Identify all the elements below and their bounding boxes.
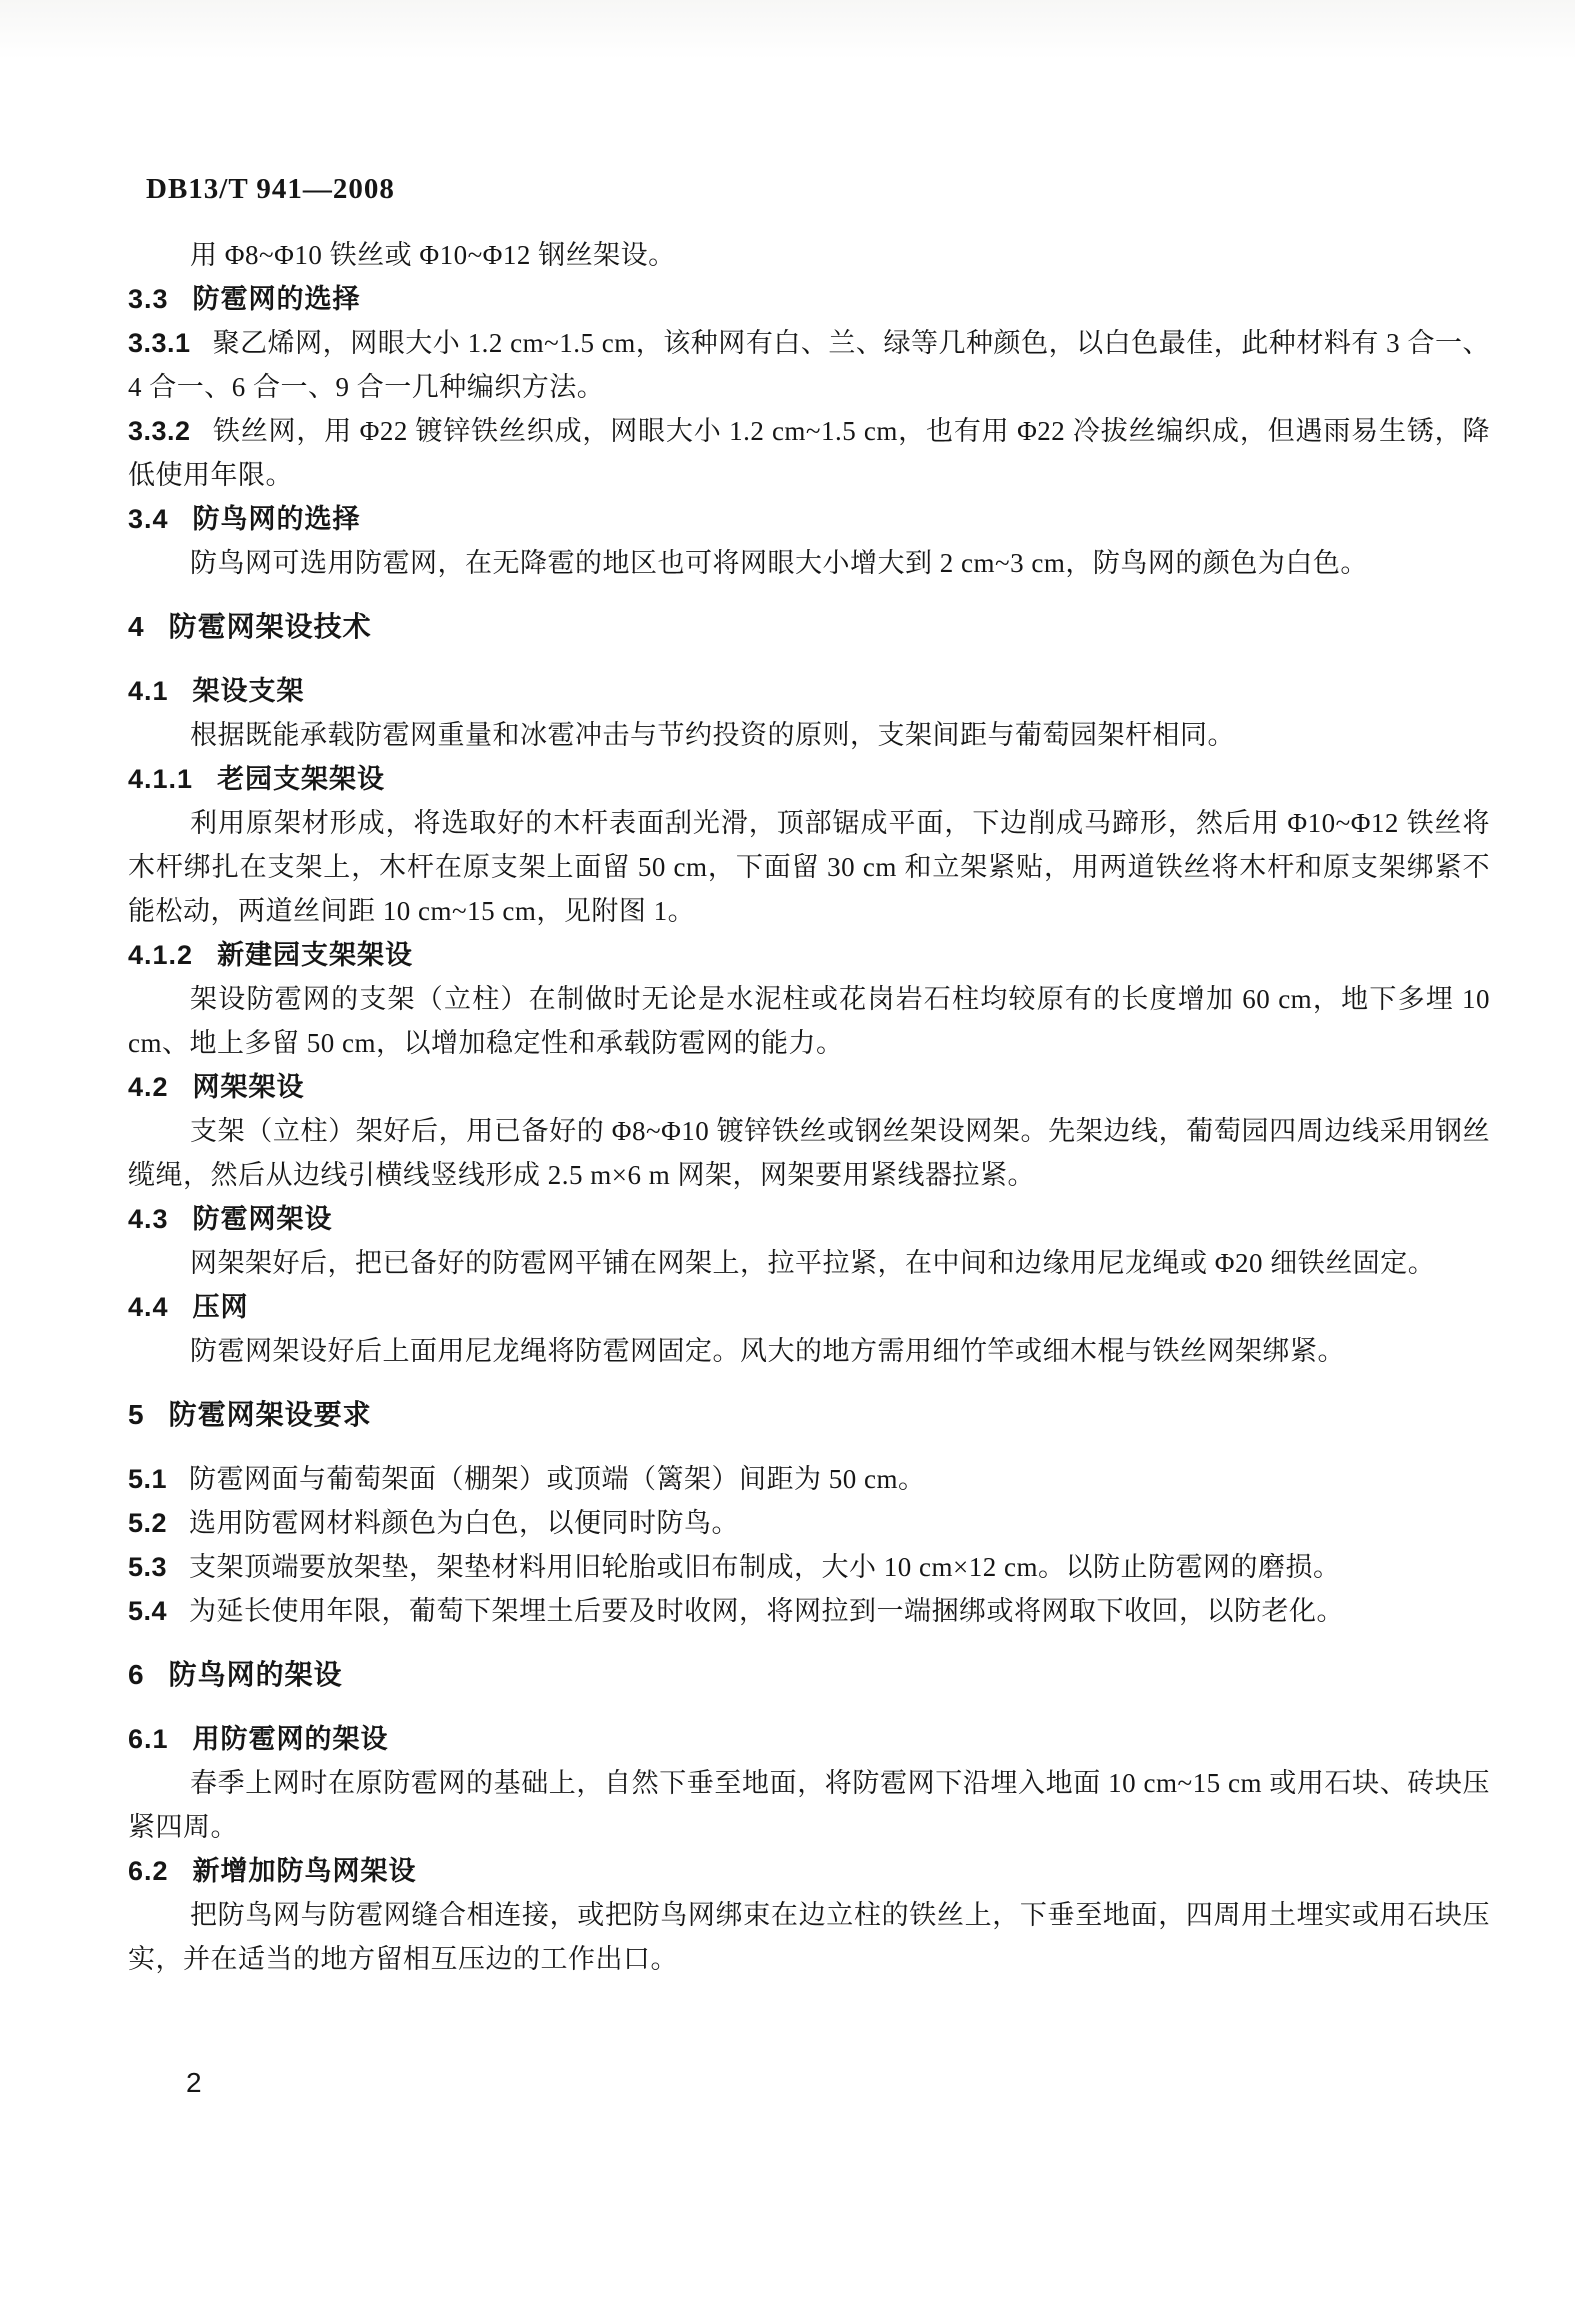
clause-number: 5: [128, 1399, 145, 1430]
paragraph-text: 防雹网架设好后上面用尼龙绳将防雹网固定。风大的地方需用细竹竿或细木棍与铁丝网架绑紧。: [190, 1336, 1345, 1366]
clause-number: 4.4: [128, 1292, 169, 1322]
paragraph: [128, 1109, 1490, 1197]
heading-text: 防雹网架设技术: [168, 611, 372, 642]
clause-number: 4.1: [128, 676, 169, 706]
paragraph-text: 支架顶端要放架垫，架垫材料用旧轮胎或旧布制成，大小 10 cm×12 cm。以防止防雹网的磨损。: [189, 1552, 1341, 1582]
heading-text: 防鸟网的选择: [192, 504, 361, 534]
paragraph-text: 架设防雹网的支架（立柱）在制做时无论是水泥柱或花岗岩石柱均较原有的长度增加 60 cm，地下多埋 10 cm、地上多留 50 cm，以增加稳定性和承载防雹网的能力。: [128, 984, 1490, 1058]
paragraph: [128, 1893, 1490, 1981]
subsection-heading-4.1: [128, 669, 1490, 713]
clause-5.1: [128, 1457, 1490, 1501]
subsection-heading-4.4: [128, 1285, 1490, 1329]
paragraph: [128, 1241, 1490, 1285]
subsection-heading-6.2: [128, 1849, 1490, 1893]
clause-number: 6.1: [128, 1724, 169, 1754]
paragraph: [128, 1329, 1490, 1373]
clause-number: 4.2: [128, 1072, 169, 1102]
clause-number: 5.1: [128, 1464, 168, 1494]
subsection-heading-4.1.1: [128, 757, 1490, 801]
clause-number: 3.4: [128, 504, 169, 534]
clause-3.3.2: [128, 409, 1490, 497]
clause-5.3: [128, 1545, 1490, 1589]
subsection-heading-3.3: [128, 277, 1490, 321]
section-heading-4: [128, 605, 1490, 649]
document-body: [128, 233, 1490, 1981]
heading-text: 新建园支架架设: [217, 940, 414, 970]
page-number: 2: [186, 2067, 202, 2098]
paragraph: [128, 713, 1490, 757]
clause-number: 5.3: [128, 1552, 168, 1582]
clause-number: 4: [128, 611, 145, 642]
subsection-heading-3.4: [128, 497, 1490, 541]
clause-5.2: [128, 1501, 1490, 1545]
heading-text: 压网: [192, 1292, 249, 1322]
paragraph-text: 聚乙烯网，网眼大小 1.2 cm~1.5 cm，该种网有白、兰、绿等几种颜色，以白色最佳，此种材料有 3 合一、4 合一、6 合一、9 合一几种编织方法。: [128, 328, 1490, 402]
subsection-heading-4.2: [128, 1065, 1490, 1109]
subsection-heading-4.3: [128, 1197, 1490, 1241]
paragraph: [128, 977, 1490, 1065]
paragraph: [128, 801, 1490, 933]
paragraph-text: 把防鸟网与防雹网缝合相连接，或把防鸟网绑束在边立柱的铁丝上，下垂至地面，四周用土埋实或用石块压实，并在适当的地方留相互压边的工作出口。: [128, 1900, 1490, 1974]
paragraph-text: 支架（立柱）架好后，用已备好的 Φ8~Φ10 镀锌铁丝或钢丝架设网架。先架边线，葡萄园四周边线采用钢丝缆绳，然后从边线引横线竖线形成 2.5 m×6 m 网架，网架要用紧线器拉紧。: [128, 1116, 1490, 1190]
clause-number: 6.2: [128, 1856, 169, 1886]
clause-number: 5.4: [128, 1596, 168, 1626]
clause-5.4: [128, 1589, 1490, 1633]
heading-text: 用防雹网的架设: [192, 1724, 389, 1754]
paragraph: [128, 1761, 1490, 1849]
clause-number: 3.3.2: [128, 416, 191, 446]
clause-number: 4.1.2: [128, 940, 194, 970]
section-heading-6: [128, 1653, 1490, 1697]
subsection-heading-6.1: [128, 1717, 1490, 1761]
clause-number: 4.3: [128, 1204, 169, 1234]
paragraph-text: 春季上网时在原防雹网的基础上，自然下垂至地面，将防雹网下沿埋入地面 10 cm~15 cm 或用石块、砖块压紧四周。: [128, 1768, 1490, 1842]
heading-text: 架设支架: [192, 676, 305, 706]
standard-number-header: DB13/T 941—2008: [146, 173, 395, 205]
paragraph-text: 根据既能承载防雹网重量和冰雹冲击与节约投资的原则，支架间距与葡萄园架杆相同。: [190, 720, 1235, 750]
heading-text: 网架架设: [192, 1072, 305, 1102]
paragraph-text: 利用原架材形成，将选取好的木杆表面刮光滑，顶部锯成平面，下边削成马蹄形，然后用 Φ10~Φ12 铁丝将木杆绑扎在支架上，木杆在原支架上面留 50 cm，下面留 30 cm 和立架紧贴，用两道铁丝将木杆和原支架绑紧不能松动，两道丝间距 10 cm~15 cm，见附图 1。: [128, 808, 1490, 926]
heading-text: 新增加防鸟网架设: [192, 1856, 417, 1886]
paragraph-text: 铁丝网，用 Φ22 镀锌铁丝织成，网眼大小 1.2 cm~1.5 cm，也有用 Φ22 冷拔丝编织成，但遇雨易生锈，降低使用年限。: [128, 416, 1490, 490]
clause-number: 5.2: [128, 1508, 168, 1538]
heading-text: 防鸟网的架设: [168, 1659, 343, 1690]
paragraph-text: 为延长使用年限，葡萄下架埋土后要及时收网，将网拉到一端捆绑或将网取下收回，以防老化。: [189, 1596, 1345, 1626]
paragraph: [128, 541, 1490, 585]
section-heading-5: [128, 1393, 1490, 1437]
paragraph-text: 防鸟网可选用防雹网，在无降雹的地区也可将网眼大小增大到 2 cm~3 cm，防鸟网的颜色为白色。: [190, 548, 1368, 578]
paragraph-text: 用 Φ8~Φ10 铁丝或 Φ10~Φ12 钢丝架设。: [190, 240, 676, 270]
heading-text: 防雹网的选择: [192, 284, 361, 314]
heading-text: 老园支架架设: [217, 764, 386, 794]
clause-number: 6: [128, 1659, 145, 1690]
paragraph-text: 网架架好后，把已备好的防雹网平铺在网架上，拉平拉紧，在中间和边缘用尼龙绳或 Φ20 细铁丝固定。: [190, 1248, 1436, 1278]
heading-text: 防雹网架设: [192, 1204, 333, 1234]
clause-number: 4.1.1: [128, 764, 194, 794]
heading-text: 防雹网架设要求: [168, 1399, 372, 1430]
subsection-heading-4.1.2: [128, 933, 1490, 977]
clause-number: 3.3: [128, 284, 169, 314]
paragraph-text: 防雹网面与葡萄架面（棚架）或顶端（篱架）间距为 50 cm。: [189, 1464, 926, 1494]
paragraph: [128, 233, 1490, 277]
clause-3.3.1: [128, 321, 1490, 409]
clause-number: 3.3.1: [128, 328, 191, 358]
paragraph-text: 选用防雹网材料颜色为白色，以便同时防鸟。: [189, 1508, 740, 1538]
